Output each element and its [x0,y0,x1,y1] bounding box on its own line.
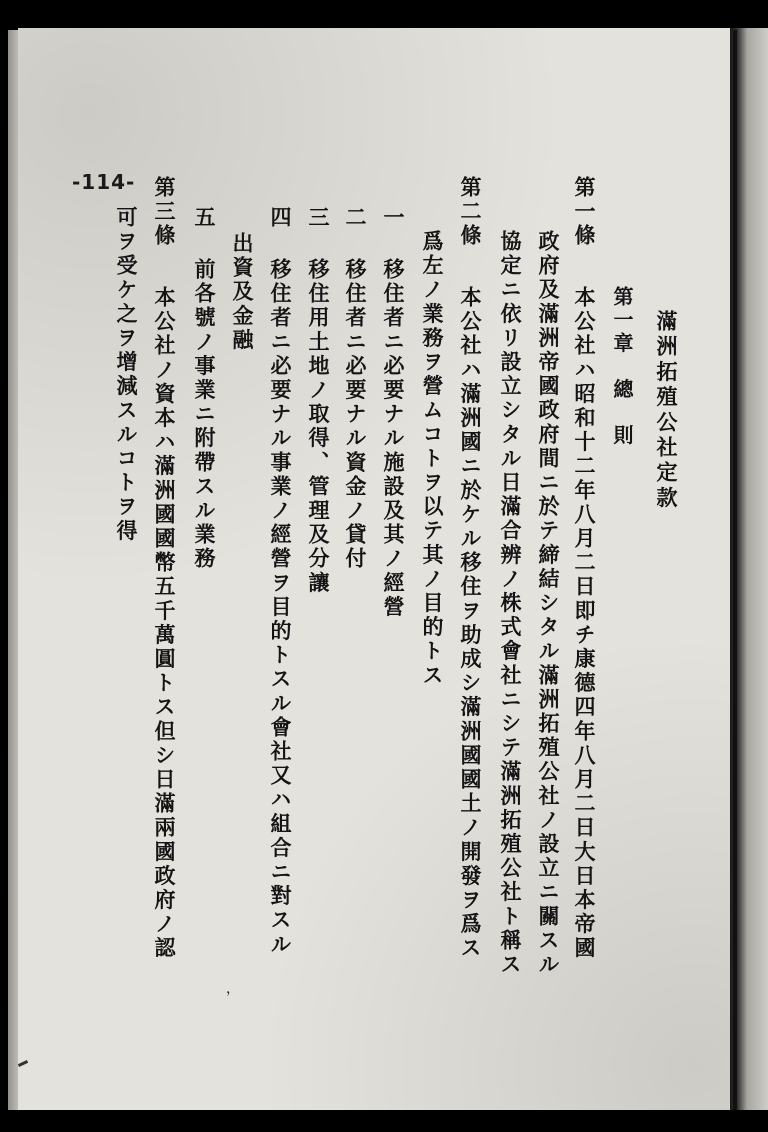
article-1-label: 第一條 [572,176,597,249]
page-gutter-shadow [733,30,737,1110]
document-title: 滿洲拓殖公社定款 [654,310,679,512]
item-3-text: 移住用土地ノ取得、管理及分讓 [306,258,331,596]
article-3-label: 第三條 [152,176,177,249]
item-4-text: 移住者ニ必要ナル事業ノ經營ヲ目的トスル會社又ハ組合ニ對スル [268,258,293,957]
item-1-text: 移住者ニ必要ナル施設及其ノ經營 [381,258,406,620]
item-2-number: 二 [343,206,368,231]
page-number: -114- [72,170,136,194]
article-1-text: 本公社ハ昭和十二年八月二日即チ康德四年八月二日大日本帝國 [572,286,597,961]
article-2-label: 第二條 [458,176,483,249]
article-1-continuation-2: 協定ニ依リ設立シタル日滿合辨ノ株式會社ニシテ滿洲拓殖公社ト稱ス [498,230,523,978]
item-5-text: 前各號ノ事業ニ附帶スル業務 [192,258,217,572]
article-2-continuation-1: 爲左ノ業務ヲ營ムコトヲ以テ其ノ目的トス [420,230,445,688]
item-1-number: 一 [381,206,406,231]
item-5-number: 五 [192,206,217,231]
item-4-number: 四 [268,206,293,231]
article-3-text: 本公社ノ資本ハ滿洲國國幣五千萬圓トス但シ日滿兩國政府ノ認 [152,286,177,961]
chapter-heading: 第一章 總 則 [610,286,634,448]
article-3-continuation: 可ヲ受ケ之ヲ增減スルコトヲ得 [114,206,139,544]
article-2-text: 本公社ハ滿洲國ニ於ケル移住ヲ助成シ滿洲國國土ノ開發ヲ爲ス [458,286,483,961]
item-2-text: 移住者ニ必要ナル資金ノ貸付 [343,258,368,572]
article-1-continuation-1: 政府及滿洲帝國政府間ニ於テ締結シタル滿洲拓殖公社ノ設立ニ關スル [536,230,561,978]
stray-comma-mark: ， [226,981,240,997]
item-3-number: 三 [306,206,331,231]
item-4-continuation: 出資及金融 [230,232,255,353]
